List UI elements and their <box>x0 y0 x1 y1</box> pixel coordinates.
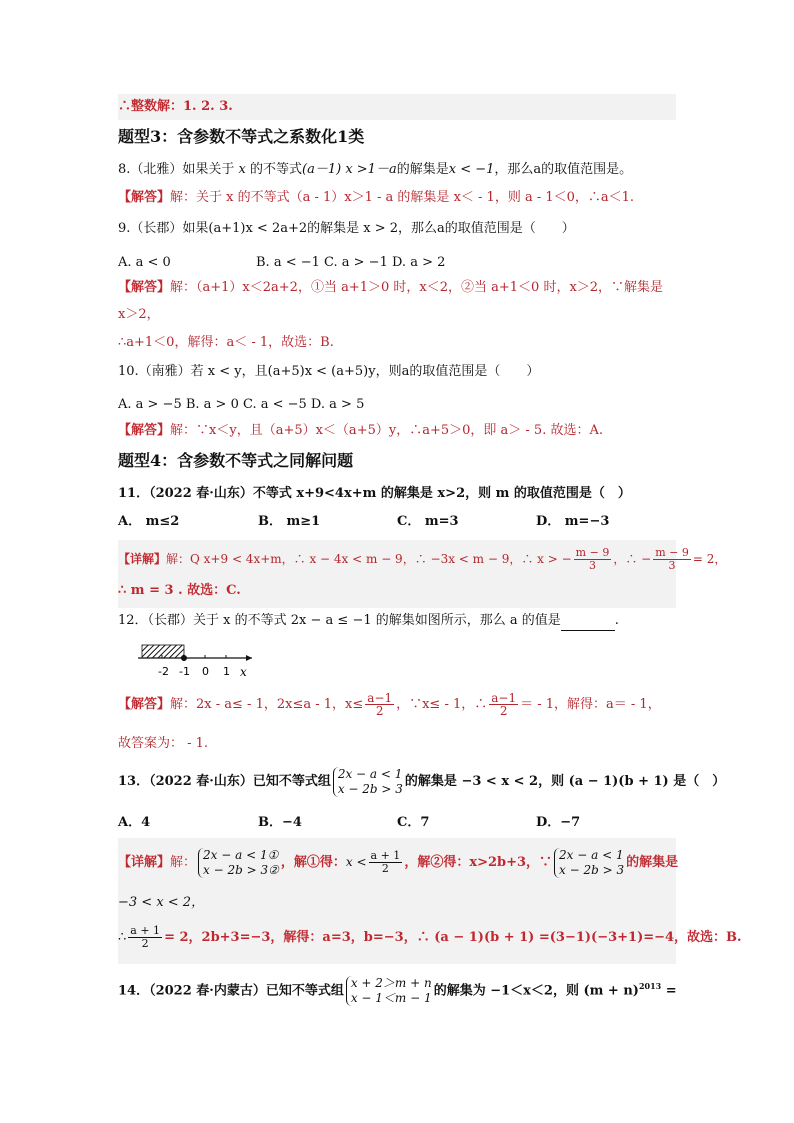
q12-label-x: x <box>240 665 247 679</box>
q8-answer: 【解答】解：关于 x 的不等式（a - 1）x＞1 - a 的解集是 x＜ - 1，则 a - 1＜0，∴a＜1. <box>118 190 635 205</box>
section4-title: 题型4：含参数不等式之同解问题 <box>118 451 354 470</box>
q12-solid-dot <box>181 655 187 661</box>
q11-fraction-2: $\frac{m - 9}{3}$ <box>655 546 689 572</box>
q11-option-b: B． m≥1 <box>258 514 321 529</box>
q13-option-d: D．−7 <box>536 815 581 830</box>
section3-title: 题型3：含参数不等式之系数化1类 <box>118 127 365 146</box>
q13-option-a: A．4 <box>118 815 151 830</box>
q13-answer-system-2: 2x − a < 1 x − 2b > 3 <box>554 848 624 878</box>
q9-answer-line3: ∴a+1＜0，解得：a＜ - 1，故选：B. <box>118 335 334 350</box>
q13-answer-system: 2x − a < 1① x − 2b > 3② <box>198 848 279 878</box>
q13-fraction-1: $\frac{a + 1}{2}$ <box>370 849 401 875</box>
q9-stem: 9.（长郡）如果(a+1)x < 2a+2的解集是 x > 2，那么a的取值范围是（ ） <box>118 221 575 236</box>
q10-stem: 10.（南雅）若 x < y，且(a+5)x < (a+5)y，则a的取值范围是（ ） <box>118 364 540 379</box>
q12-shaded-region <box>142 645 184 658</box>
q11-answer-line2: ∴ m = 3 . 故选：C. <box>118 583 241 598</box>
q9-option-bcd: B. a < −1 C. a > −1 D. a > 2 <box>256 255 446 270</box>
q11-option-d: D． m=−3 <box>536 514 610 529</box>
q9-option-a: A. a < 0 <box>118 255 171 270</box>
q13-answer-line3: ∴ $\frac{a + 1}{2}$ = 2，2b+3=−3，解得：a=3，b=−3，∴ (a − 1)(b + 1) =(3−1)(−3+1)=−4，故选：B. <box>118 924 742 950</box>
q12-stem: 12．（长郡）关于 x 的不等式 2x − a ≤ −1 的解集如图所示，那么 a 的值是 . <box>118 611 619 631</box>
q11-option-a: A． m≤2 <box>118 514 180 529</box>
q13-answer-line1: 【详解】解： 2x − a < 1① x − 2b > 3② ，解①得：x < $\frac{a + 1}{2}$ ，解②得：x>2b+3，∵ 2x − a < 1 x − 2b > 3 的解集是 <box>118 847 679 877</box>
q8-stem: 8.（北雅）如果关于 x 的不等式(a－1) x >1－a的解集是x < −1，那么a的取值范围是。 <box>118 162 633 177</box>
q13-fraction-2: $\frac{a + 1}{2}$ <box>130 924 161 950</box>
q9-answer-line1: 【解答】解：（a+1）x＜2a+2，①当 a+1＞0 时，x＜2，②当 a+1＜0 时，x＞2，∵解集是 <box>118 280 664 295</box>
q10-answer: 【解答】解：∵x＜y，且（a+5）x＜（a+5）y，∴a+5＞0，即 a＞ - 5. 故选：A. <box>118 423 603 438</box>
q11-option-c: C． m=3 <box>397 514 459 529</box>
q12-number-line <box>130 640 260 682</box>
q13-option-b: B．−4 <box>258 815 302 830</box>
q14-system: x + 2＞m + n x − 1＜m − 1 <box>346 976 432 1006</box>
q12-label-minus1: -1 <box>179 665 190 678</box>
q12-fraction-1: $\frac{a-1}{2}$ <box>367 691 393 718</box>
q14-stem: 14．（2022 春·内蒙古）已知不等式组 x + 2＞m + n x − 1＜m − 1 的解集为 −1＜x＜2，则 $(m + n)^{2013}$ = <box>118 975 677 1005</box>
q10-options: A. a > −5 B. a > 0 C. a < −5 D. a > 5 <box>118 397 365 412</box>
q13-answer-line2: −3 < x < 2， <box>118 895 205 910</box>
q11-stem: 11．（2022 春·山东）不等式 x+9<4x+m 的解集是 x>2，则 m 的取值范围是（ ） <box>118 486 631 501</box>
q11-answer-line1: 【详解】解：Q x+9 < 4x+m，∴ x − 4x < m − 9，∴ −3x < m − 9，∴ x > − $\frac{m - 9}{3}$ ，∴ − $\frac{m - 9}{3}$ = 2， <box>118 546 727 572</box>
top-answer: ∴整数解：1. 2. 3. <box>118 99 233 114</box>
q13-option-c: C．7 <box>397 815 430 830</box>
q13-system: 2x − a < 1 x − 2b > 3 <box>333 767 403 797</box>
q11-fraction-1: $\frac{m - 9}{3}$ <box>575 546 610 572</box>
q12-fraction-2: $\frac{a-1}{2}$ <box>491 691 517 718</box>
q12-answer-line2: 故答案为： - 1. <box>118 736 209 751</box>
q13-stem: 13．（2022 春·山东）已知不等式组 2x − a < 1 x − 2b > 3 的解集是 −3 < x < 2，则 (a − 1)(b + 1) 是（ ） <box>118 766 726 796</box>
q12-label-minus2: -2 <box>158 665 169 678</box>
q12-answer-line1: 【解答】解：2x - a≤ - 1，2x≤a - 1，x≤ $\frac{a-1}{2}$ ，∵x≤ - 1，∴ $\frac{a-1}{2}$ ＝ - 1，解得：a＝ - 1， <box>118 691 661 718</box>
q9-answer-line2: x＞2， <box>118 307 160 322</box>
q12-label-0: 0 <box>202 665 209 678</box>
q12-answer-blank <box>561 616 615 631</box>
q12-label-1: 1 <box>223 665 230 678</box>
q12-axis-arrow <box>246 655 252 661</box>
